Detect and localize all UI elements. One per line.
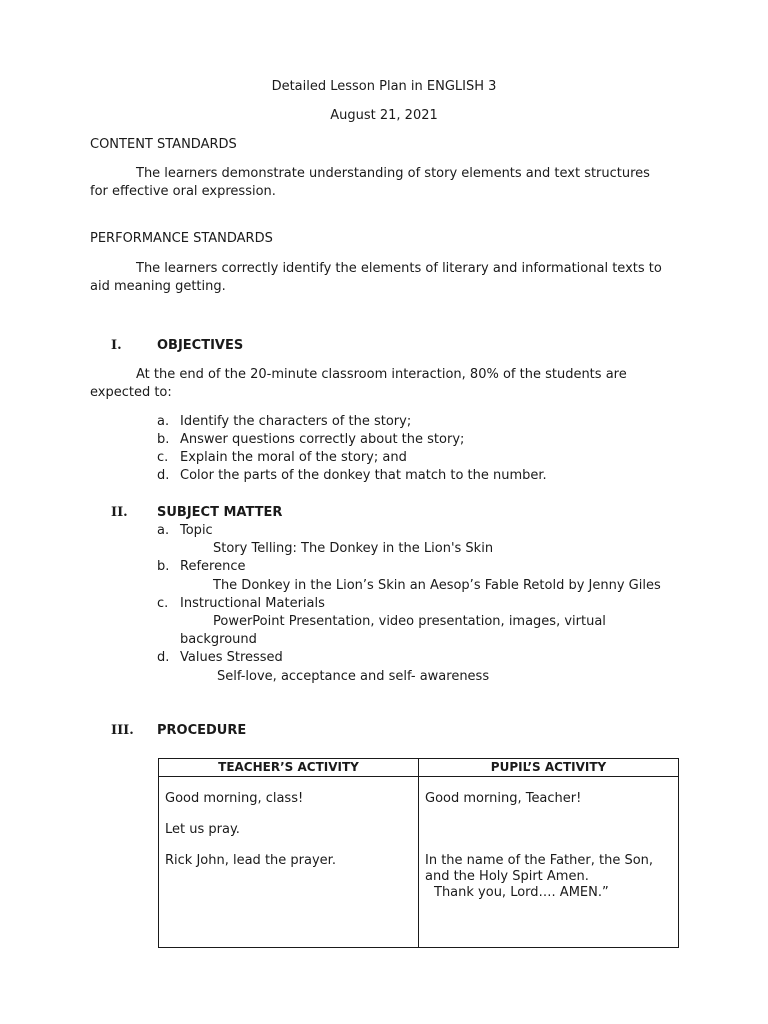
pupil-activity-cell	[419, 777, 679, 948]
subject-item-marker: c.	[157, 596, 169, 611]
objective-text: Identify the characters of the story;	[180, 414, 412, 429]
teacher-line: Rick John, lead the prayer.	[165, 853, 336, 868]
performance-standards-heading: PERFORMANCE STANDARDS	[90, 231, 273, 246]
content-standards-line-1: The learners demonstrate understanding of story elements and text structures	[136, 166, 650, 181]
document-title: Detailed Lesson Plan in ENGLISH 3	[271, 79, 497, 94]
subject-item-label: Instructional Materials	[180, 596, 325, 611]
teacher-activity-cell	[159, 777, 419, 948]
teacher-activity-header: TEACHER’S ACTIVITY	[159, 759, 419, 777]
subject-item-detail: The Donkey in the Lion’s Skin an Aesop’s Fable Retold by Jenny Giles	[213, 578, 661, 593]
subject-item-label: Reference	[180, 559, 246, 574]
teacher-line: Good morning, class!	[165, 791, 304, 806]
subject-item-detail: Self-love, acceptance and self- awareness	[217, 669, 490, 684]
procedure-numeral: III.	[111, 723, 134, 738]
objective-text: Color the parts of the donkey that match to the number.	[180, 468, 547, 483]
pupil-line: Good morning, Teacher!	[425, 791, 582, 806]
pupil-line: In the name of the Father, the Son,	[425, 853, 654, 868]
objective-text: Explain the moral of the story; and	[180, 450, 407, 465]
objectives-numeral: I.	[111, 338, 122, 353]
performance-standards-line-2: aid meaning getting.	[90, 279, 226, 294]
subject-matter-heading: SUBJECT MATTER	[157, 505, 283, 520]
procedure-table	[158, 758, 679, 948]
subject-item-marker: a.	[157, 523, 170, 538]
document-date: August 21, 2021	[330, 108, 438, 123]
subject-item-marker: d.	[157, 650, 170, 665]
pupil-activity-header: PUPIL’S ACTIVITY	[419, 759, 679, 777]
subject-item-detail: PowerPoint Presentation, video presentation, images, virtual	[213, 614, 606, 629]
performance-standards-line-1: The learners correctly identify the elements of literary and informational texts to	[136, 261, 662, 276]
content-standards-line-2: for effective oral expression.	[90, 184, 276, 199]
objectives-heading: OBJECTIVES	[157, 338, 244, 353]
objective-marker: c.	[157, 450, 169, 465]
objectives-intro-line-2: expected to:	[90, 385, 172, 400]
pupil-line: and the Holy Spirt Amen.	[425, 869, 589, 884]
objective-marker: d.	[157, 468, 170, 483]
procedure-table-row	[159, 777, 679, 948]
subject-item-detail: Story Telling: The Donkey in the Lion's Skin	[213, 541, 494, 556]
subject-matter-numeral: II.	[111, 505, 128, 520]
objectives-intro-line-1: At the end of the 20-minute classroom interaction, 80% of the students are	[136, 367, 627, 382]
pupil-line: Thank you, Lord…. AMEN.”	[434, 885, 609, 900]
objective-marker: a.	[157, 414, 170, 429]
content-standards-heading: CONTENT STANDARDS	[90, 137, 237, 152]
objective-marker: b.	[157, 432, 170, 447]
objective-text: Answer questions correctly about the story;	[180, 432, 465, 447]
procedure-table-header-row	[159, 759, 679, 777]
subject-item-detail-continued: background	[180, 632, 257, 647]
subject-item-label: Topic	[180, 523, 213, 538]
subject-item-label: Values Stressed	[180, 650, 283, 665]
teacher-line: Let us pray.	[165, 822, 240, 837]
procedure-heading: PROCEDURE	[157, 723, 247, 738]
subject-item-marker: b.	[157, 559, 170, 574]
